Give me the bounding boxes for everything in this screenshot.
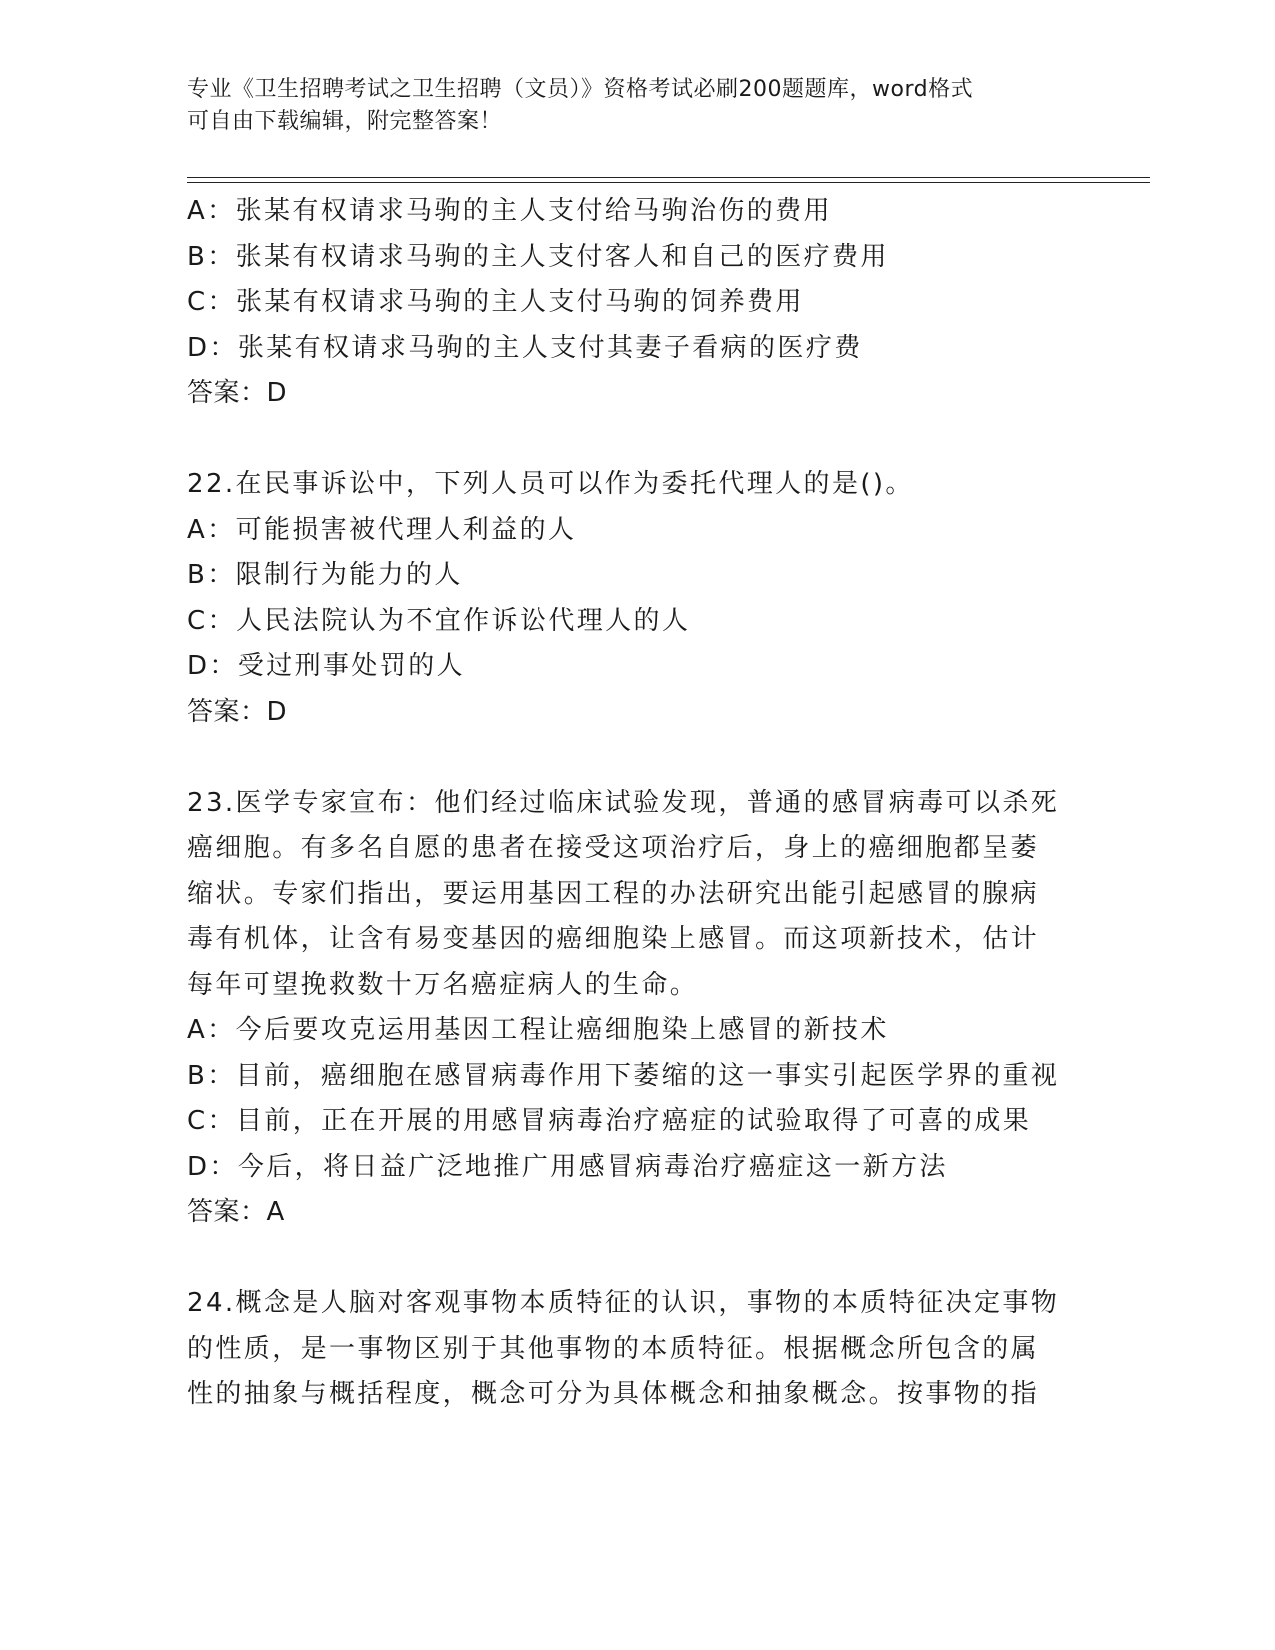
- question-spacer: [187, 1236, 1077, 1282]
- question-stem-line: 性的抽象与概括程度，概念可分为具体概念和抽象概念。按事物的指: [187, 1379, 1040, 1409]
- question-spacer: [187, 417, 1077, 463]
- question-list: [187, 189, 1077, 1418]
- option-c: C：目前，正在开展的用感冒病毒治疗癌症的试验取得了可喜的成果: [187, 1106, 1032, 1136]
- question-22: [187, 462, 1077, 735]
- header-rule-top: [187, 177, 1150, 178]
- question-stem-line: 毒有机体，让含有易变基因的癌细胞染上感冒。而这项新技术，估计: [187, 924, 1040, 954]
- option-b: B：限制行为能力的人: [187, 560, 463, 590]
- question-stem-line: 缩状。专家们指出，要运用基因工程的办法研究出能引起感冒的腺病: [187, 878, 1040, 909]
- option-b: B：张某有权请求马驹的主人支付客人和自己的医疗费用: [187, 241, 889, 272]
- question-23: [187, 781, 1077, 1236]
- question-stem-line: 23.医学专家宣布：他们经过临床试验发现，普通的感冒病毒可以杀死: [187, 787, 1060, 818]
- question-spacer: [187, 735, 1077, 781]
- question-stem-line: 每年可望挽救数十万名癌症病人的生命。: [187, 969, 699, 1000]
- option-d: D：受过刑事处罚的人: [187, 651, 466, 681]
- option-b: B：目前，癌细胞在感冒病毒作用下萎缩的这一事实引起医学界的重视: [187, 1060, 1060, 1091]
- question-21: [187, 189, 1077, 417]
- question-stem-line: 癌细胞。有多名自愿的患者在接受这项治疗后，身上的癌细胞都呈萎: [187, 833, 1040, 863]
- header-title-line-2: 可自由下载编辑，附完整答案！: [187, 109, 503, 134]
- option-a: A：张某有权请求马驹的主人支付给马驹治伤的费用: [187, 196, 832, 226]
- question-stem-line: 的性质，是一事物区别于其他事物的本质特征。根据概念所包含的属: [187, 1333, 1040, 1364]
- document-header: [187, 74, 1067, 138]
- header-title-line-1: 专业《卫生招聘考试之卫生招聘（文员）》资格考试必刷200题题库，word格式: [187, 77, 974, 102]
- answer: 答案：A: [187, 1197, 285, 1227]
- option-d: D：张某有权请求马驹的主人支付其妻子看病的医疗费: [187, 332, 863, 363]
- question-stem: 22.在民事诉讼中，下列人员可以作为委托代理人的是()。: [187, 469, 914, 499]
- answer: 答案：D: [187, 378, 288, 408]
- header-rule-bottom: [187, 182, 1150, 183]
- option-a: A：今后要攻克运用基因工程让癌细胞染上感冒的新技术: [187, 1015, 889, 1045]
- option-a: A：可能损害被代理人利益的人: [187, 514, 577, 545]
- question-24: [187, 1281, 1077, 1418]
- question-stem-line: 24.概念是人脑对客观事物本质特征的认识，事物的本质特征决定事物: [187, 1288, 1060, 1318]
- option-c: C：张某有权请求马驹的主人支付马驹的饲养费用: [187, 287, 804, 317]
- answer: 答案：D: [187, 696, 288, 727]
- option-c: C：人民法院认为不宜作诉讼代理人的人: [187, 605, 691, 636]
- option-d: D：今后，将日益广泛地推广用感冒病毒治疗癌症这一新方法: [187, 1151, 948, 1182]
